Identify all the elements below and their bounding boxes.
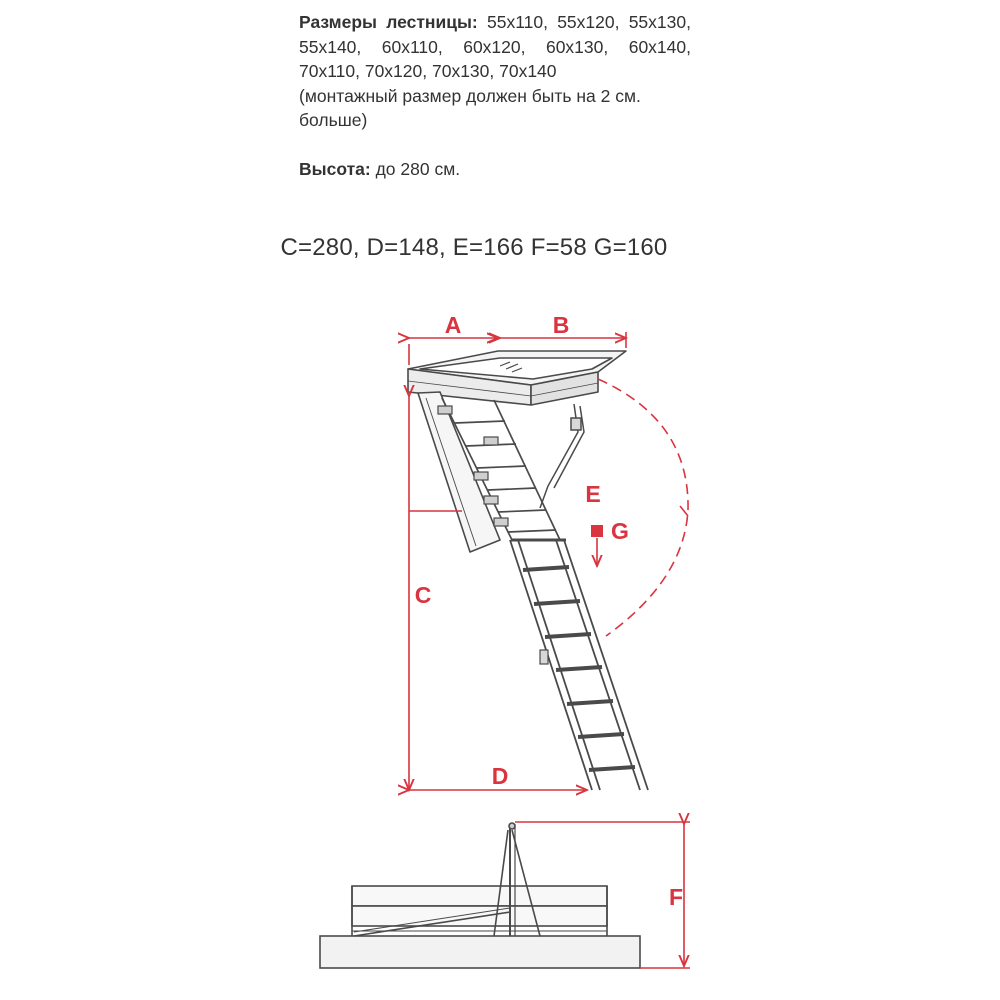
label-d: D [491,763,509,789]
load-weight-icon [591,525,603,537]
label-f: F [668,884,684,910]
spring-arm [540,404,584,508]
ladder-lower-section [510,540,648,790]
height-value: до 280 см. [375,158,461,179]
label-b: B [552,312,570,338]
label-g: G [611,518,629,544]
install-note: (монтажный размер должен быть на 2 см. больше) [299,85,641,130]
sizes-list: 55x110, 55x120, 55x130, 55x140, 60x110, 60x120, 60x130, 60x140, 70x110, 70x120, 70x130, 70x140 [299,12,691,81]
sizes-label: Размеры лестницы: [299,12,478,32]
label-e: E [585,481,601,507]
folded-ladder [320,823,640,968]
height-label: Высота: [299,158,371,179]
label-a: A [444,312,462,338]
label-c: C [414,582,432,608]
dimensions-line: C=280, D=148, E=166 F=58 G=160 [280,234,668,261]
